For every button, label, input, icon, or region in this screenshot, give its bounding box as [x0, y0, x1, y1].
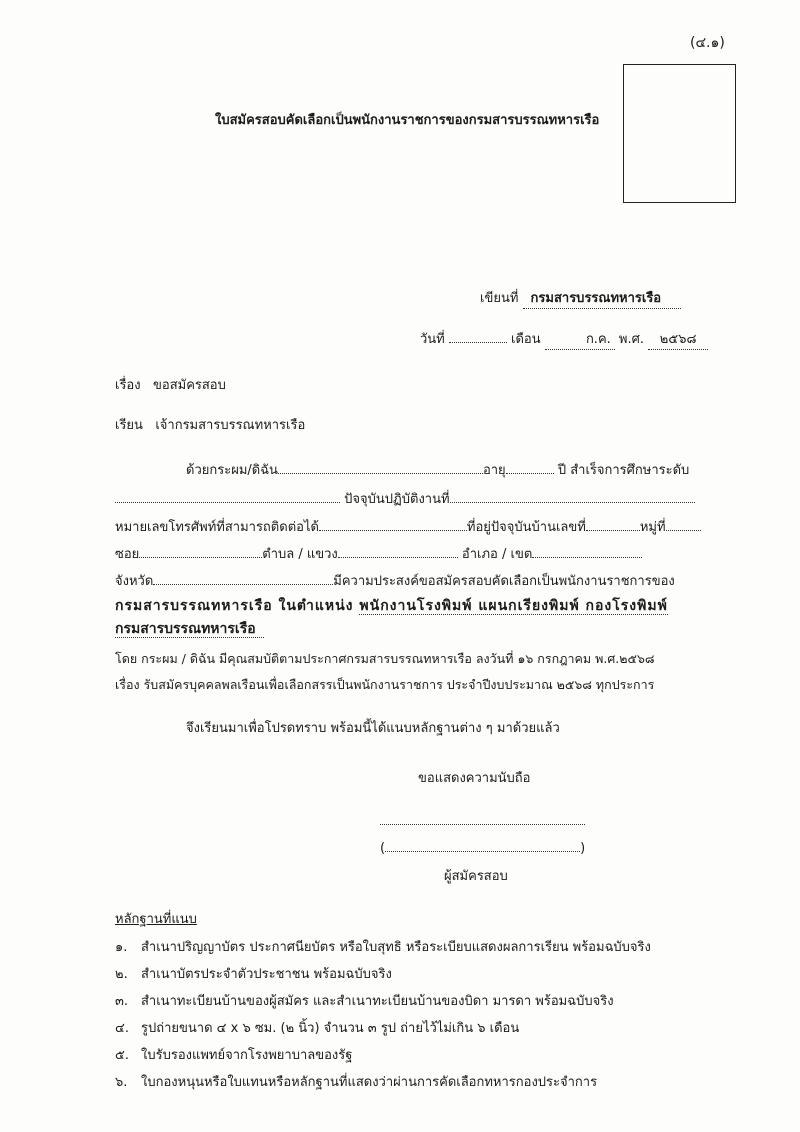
house-no-field[interactable]: [586, 517, 640, 531]
attachment-item: [115, 963, 392, 984]
attachment-item: [115, 1044, 352, 1065]
workplace-label: ปัจจุบันปฏิบัติงานที่: [344, 492, 450, 507]
position-prefix: กรมสารบรรณทหารเรือ ในตำแหน่ง: [115, 598, 354, 614]
form-code: (๔.๑): [690, 35, 725, 51]
written-at-line: [480, 287, 681, 309]
attachment-item: [115, 936, 651, 957]
printed-name-field[interactable]: [385, 838, 580, 852]
attachment-text: สำเนาปริญญาบัตร ประกาศนียบัตร หรือใบสุทธิ หรือระเบียบแสดงผลการเรียน พร้อมฉบับจริง: [141, 940, 651, 955]
attachment-num: ๕.: [115, 1048, 129, 1063]
moo-field[interactable]: [666, 517, 701, 531]
attachment-num: ๒.: [115, 967, 128, 982]
phone-field[interactable]: [319, 517, 467, 531]
education-label: ปี สำเร็จการศึกษาระดับ: [557, 463, 690, 478]
body-line-9: เรื่อง รับสมัครบุคคลพลเรือนเพื่อเลือกสรรเป็นพนักงานราชการ ประจำปีงบประมาณ ๒๕๖๘ ทุกประการ: [115, 677, 655, 692]
applicant-prefix: ด้วยกระผม/ดิฉัน: [186, 463, 278, 478]
written-at-field[interactable]: กรมสารบรรณทหารเรือ: [523, 287, 681, 309]
day-label: วันที่: [420, 332, 445, 347]
body-line-8: โดย กระผม / ดิฉัน มีคุณสมบัติตามประกาศกรมสารบรรณทหารเรือ ลงวันที่ ๑๖ กรกฎาคม พ.ศ.๒๕๖๘: [115, 651, 655, 666]
soi-label: ซอย: [115, 547, 140, 562]
close-paren: ): [580, 841, 586, 856]
closing-text: จึงเรียนมาเพื่อโปรดทราบ พร้อมนี้ได้แนบหลักฐานต่าง ๆ มาด้วยแล้ว: [186, 721, 560, 736]
attachment-text: รูปถ่ายขนาด ๔ x ๖ ซม. (๒ นิ้ว) จำนวน ๓ รูป ถ่ายไว้ไม่เกิน ๖ เดือน: [141, 1021, 520, 1036]
to-value: เจ้ากรมสารบรรณทหารเรือ: [155, 418, 306, 433]
age-field[interactable]: [506, 460, 554, 474]
age-label: อายุ: [482, 463, 506, 478]
subdistrict-field[interactable]: [338, 544, 458, 558]
attachment-num: ๓.: [115, 994, 129, 1009]
attachment-text: ใบกองหนุนหรือใบแทนหรือหลักฐานที่แสดงว่าผ่านการคัดเลือกทหารกองประจำการ: [141, 1075, 598, 1090]
body-line-5: [115, 570, 675, 591]
attachment-item: [115, 990, 614, 1011]
year-field[interactable]: ๒๕๖๘: [648, 328, 708, 350]
department-field: กรมสารบรรณทหารเรือ: [115, 621, 264, 638]
attachment-text: สำเนาทะเบียนบ้านของผู้สมัคร และสำเนาทะเบียนบ้านของบิดา มารดา พร้อมฉบับจริง: [141, 994, 614, 1009]
year-label: พ.ศ.: [618, 332, 645, 347]
written-at-label: เขียนที่: [480, 291, 519, 306]
body-line-2: [115, 488, 695, 509]
subject-value: ขอสมัครสอบ: [153, 378, 226, 393]
body-line-3: [115, 516, 701, 537]
form-title: ใบสมัครสอบคัดเลือกเป็นพนักงานราชการของกรมสารบรรณทหารเรือ: [215, 113, 600, 128]
education-field[interactable]: [115, 489, 340, 503]
body-line-4: [115, 543, 642, 564]
province-field[interactable]: [153, 571, 333, 585]
body-line-6: [115, 595, 668, 617]
workplace-field[interactable]: [450, 489, 695, 503]
attachment-item: [115, 1071, 597, 1092]
position-field[interactable]: พนักงานโรงพิมพ์ แผนกเรียงพิมพ์ กองโรงพิมพ์: [359, 598, 668, 614]
district-field[interactable]: [532, 544, 642, 558]
attachment-num: ๑.: [115, 940, 128, 955]
subject-label: เรื่อง: [115, 378, 141, 393]
attachment-item: [115, 1017, 519, 1038]
date-line: [420, 328, 708, 350]
regards-text: ขอแสดงความนับถือ: [418, 771, 531, 786]
printed-name-line: [380, 838, 585, 856]
subdistrict-label: ตำบล / แขวง: [262, 547, 338, 562]
attachment-num: ๖.: [115, 1075, 128, 1090]
attachments-heading: หลักฐานที่แนบ: [115, 912, 197, 927]
photo-box: [623, 64, 736, 203]
attachment-text: ใบรับรองแพทย์จากโรงพยาบาลของรัฐ: [141, 1048, 353, 1063]
to-label: เรียน: [115, 418, 143, 433]
house-no-label: ที่อยู่ปัจจุบันบ้านเลขที่: [466, 520, 586, 535]
subject-line: [115, 374, 226, 395]
open-paren: (: [380, 841, 386, 856]
moo-label: หมู่ที่: [639, 520, 666, 535]
signature-line[interactable]: [380, 814, 585, 825]
month-label: เดือน: [511, 332, 541, 347]
province-label: จังหวัด: [115, 574, 154, 589]
intent-text: มีความประสงค์ขอสมัครสอบคัดเลือกเป็นพนักงานราชการของ: [333, 574, 675, 589]
soi-field[interactable]: [139, 544, 262, 558]
day-field[interactable]: [449, 329, 507, 343]
body-line-1: [186, 459, 689, 480]
district-label: อำเภอ / เขต: [461, 547, 533, 562]
name-field[interactable]: [278, 460, 483, 474]
month-field[interactable]: ก.ค.: [545, 328, 615, 350]
applicant-role: ผู้สมัครสอบ: [444, 869, 508, 884]
body-line-7: [115, 618, 264, 640]
attachment-num: ๔.: [115, 1021, 129, 1036]
phone-label: หมายเลขโทรศัพท์ที่สามารถติดต่อได้: [115, 520, 319, 535]
to-line: [115, 414, 305, 435]
attachment-text: สำเนาบัตรประจำตัวประชาชน พร้อมฉบับจริง: [141, 967, 392, 982]
